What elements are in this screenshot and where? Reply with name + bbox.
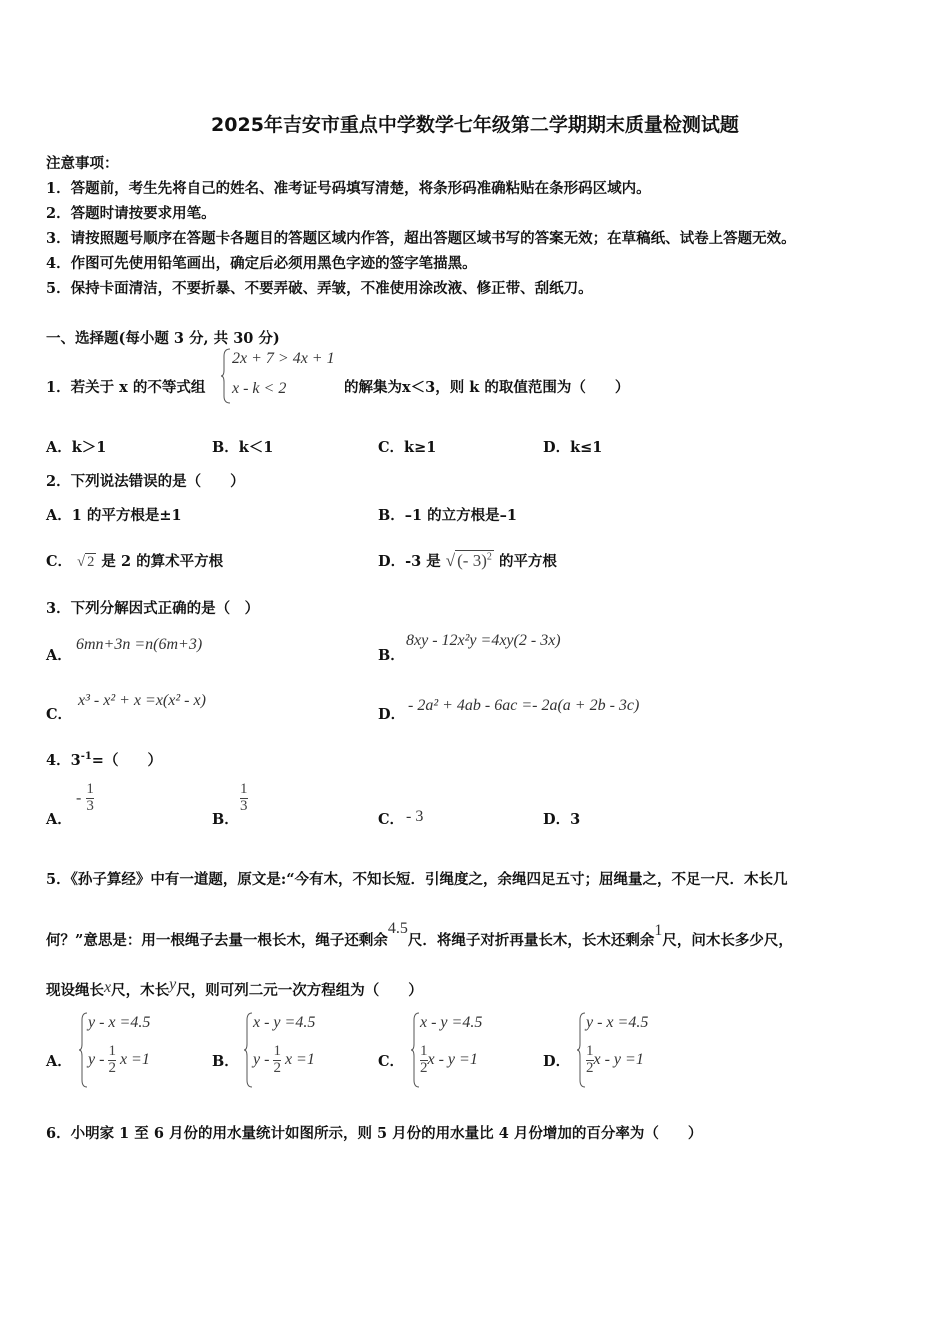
- sqrt-symbol-icon: √ (- 3)$^2$: [445, 551, 492, 570]
- q3-option-b-expr: 8xy - 12x²y =4xy(2 - 3x): [406, 632, 561, 649]
- q3-option-c-expr: x³ - x² + x =x(x² - x): [78, 692, 206, 709]
- q3-option-d-label: D．: [378, 706, 406, 723]
- q5-line-3: 现设绳长x尺，木长y尺，则可列二元一次方程组为（ ）: [46, 976, 423, 999]
- brace-icon: [78, 1012, 88, 1088]
- brace-icon: [576, 1012, 586, 1088]
- q1-option-a: A．k＞1: [46, 439, 107, 456]
- q1-option-d: D．k≤1: [543, 439, 603, 456]
- section-heading: 一、选择题(每小题 3 分, 共 30 分): [46, 330, 280, 347]
- q3-option-a-expr: 6mn+3n =n(6m+3): [76, 636, 203, 653]
- q5-option-b-label: B．: [212, 1053, 239, 1070]
- notice-item-1: 1．答题前，考生先将自己的姓名、准考证号码填写清楚，将条形码准确粘贴在条形码区域内。: [46, 180, 651, 197]
- notice-item-4: 4．作图可先使用铅笔画出，确定后必须用黑色字迹的签字笔描黑。: [46, 255, 477, 272]
- q5-option-a-system: y - x =4.5 y - $\frac{1}{2}$ x =1: [78, 1012, 198, 1090]
- q1-option-c: C．k≥1: [378, 439, 437, 456]
- brace-icon: [243, 1012, 253, 1088]
- q3-option-b-label: B．: [378, 647, 405, 664]
- q5-line-2: 何？”意思是：用一根绳子去量一根长木，绳子还剩余4.5尺．将绳子对折再量长木，长木还剩余1尺，问木长多少尺，: [46, 920, 793, 949]
- q1-stem: 1．若关于 x 的不等式组: [46, 379, 206, 396]
- q5-option-d-label: D．: [543, 1053, 571, 1070]
- q5-option-c-system: x - y =4.5 $\frac{1}{2}$ x - y =1: [410, 1012, 530, 1090]
- q1-brace: [220, 348, 232, 404]
- q1-eq1: 2x + 7 > 4x + 1: [232, 350, 335, 367]
- q5-option-b-system: x - y =4.5 y - $\frac{1}{2}$ x =1: [243, 1012, 363, 1090]
- q1-stem-tail: 的解集为x＜3，则 k 的取值范围为（ ）: [344, 379, 630, 396]
- q6-stem: 6．小明家 1 至 6 月份的用水量统计如图所示，则 5 月份的用水量比 4 月份增加的百分率为（ ）: [46, 1125, 703, 1142]
- sqrt-symbol-icon: √ 2: [77, 554, 95, 570]
- q3-option-d-expr: - 2a² + 4ab - 6ac =- 2a(a + 2b - 3c): [408, 697, 640, 714]
- q5-line-1: 5．《孙子算经》中有一道题，原文是:“今有木，不知长短．引绳度之，余绳四足五寸；屈绳量之，不足一尺．木长几: [46, 871, 788, 888]
- page-title: 2025年吉安市重点中学数学七年级第二学期期末质量检测试题: [211, 114, 739, 136]
- q4-option-d: D．3: [543, 811, 581, 828]
- q4-stem: 4．$3^{-1}=$（ ）: [46, 751, 162, 769]
- notice-heading: 注意事项：: [46, 155, 119, 172]
- q1-eq2: x - k < 2: [232, 380, 287, 397]
- q4-option-c-value: - 3: [406, 808, 424, 825]
- q2-option-a: A．1 的平方根是±1: [46, 507, 182, 524]
- q1-option-b: B．k＜1: [212, 439, 274, 456]
- q1-inequality-system: [220, 346, 348, 406]
- q3-option-c-label: C．: [46, 706, 73, 723]
- notice-item-5: 5．保持卡面清洁，不要折暴、不要弄破、弄皱，不准使用涂改液、修正带、刮纸刀。: [46, 280, 593, 297]
- q5-option-a-label: A．: [46, 1053, 72, 1070]
- q2-option-b: B．–1 的立方根是–1: [378, 507, 517, 524]
- notice-item-2: 2．答题时请按要求用笔。: [46, 205, 216, 222]
- q4-option-b-label: B．: [212, 811, 239, 828]
- q4-option-b-value: $\frac{1}{3}$: [240, 781, 248, 814]
- q4-option-a-value: - $\frac{1}{3}$: [76, 781, 94, 814]
- q3-option-a-label: A．: [46, 647, 72, 664]
- q2-option-d: D．-3 是 √ (- 3)$^2$ 的平方根: [378, 551, 557, 570]
- q5-option-c-label: C．: [378, 1053, 405, 1070]
- q3-stem: 3．下列分解因式正确的是（ ）: [46, 600, 260, 617]
- notice-item-3: 3．请按照题号顺序在答题卡各题目的答题区域内作答，超出答题区域书写的答案无效；在草稿纸、试卷上答题无效。: [46, 230, 796, 247]
- q2-option-c: C． √ 2 是 2 的算术平方根: [46, 553, 224, 570]
- q4-option-a-label: A．: [46, 811, 72, 828]
- q4-option-c-label: C．: [378, 811, 405, 828]
- q5-option-d-system: y - x =4.5 $\frac{1}{2}$ x - y =1: [576, 1012, 696, 1090]
- brace-icon: [410, 1012, 420, 1088]
- q2-stem: 2．下列说法错误的是（ ）: [46, 473, 245, 490]
